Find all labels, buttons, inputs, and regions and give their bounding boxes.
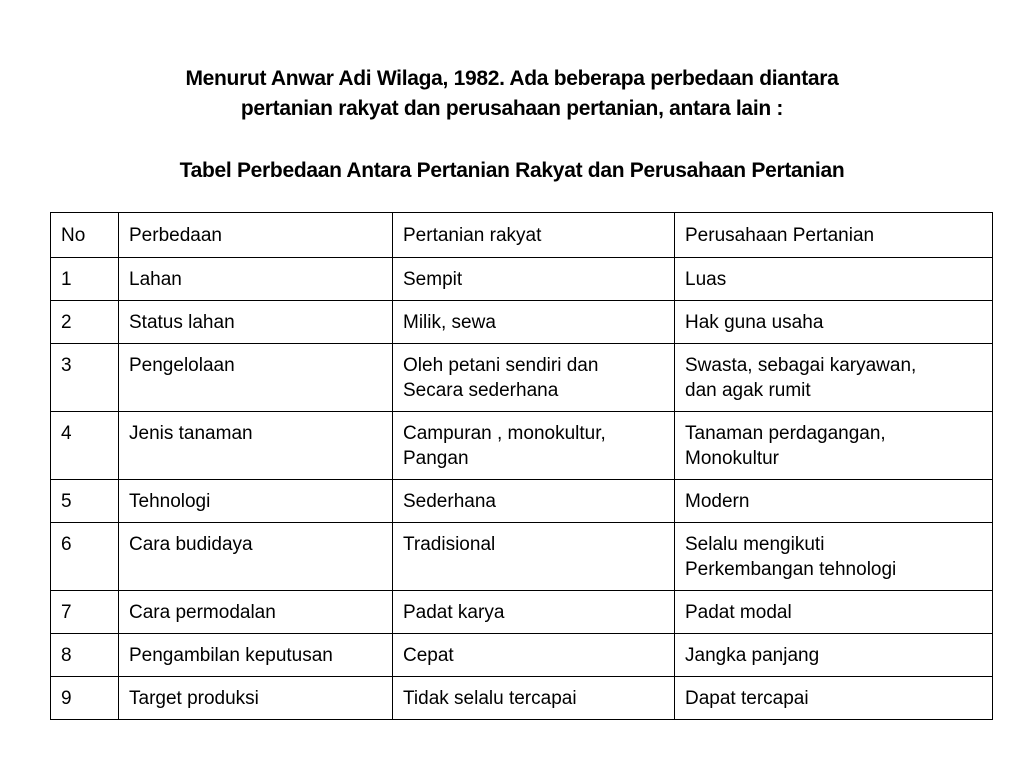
cell-perusahaan-pertanian bbox=[675, 677, 993, 720]
cell-pertanian-rakyat bbox=[393, 344, 675, 412]
cell-perbedaan: Jenis tanaman bbox=[119, 412, 393, 480]
header-cell-perbedaan: Perbedaan bbox=[119, 213, 393, 258]
cell-no: 5 bbox=[51, 480, 119, 523]
cell-line: Tanaman perdagangan, bbox=[685, 423, 886, 444]
intro-text bbox=[0, 64, 1024, 124]
cell-perbedaan: Cara budidaya bbox=[119, 523, 393, 591]
table-row bbox=[51, 412, 993, 480]
cell-no: 6 bbox=[51, 523, 119, 591]
cell-line: Pangan bbox=[403, 448, 469, 469]
table-row bbox=[51, 523, 993, 591]
header-cell-no: No bbox=[51, 213, 119, 258]
cell-pertanian-rakyat bbox=[393, 258, 675, 301]
cell-line: Cepat bbox=[403, 645, 454, 666]
cell-perusahaan-pertanian bbox=[675, 480, 993, 523]
cell-line: Selalu mengikuti bbox=[685, 534, 825, 555]
cell-line: Oleh petani sendiri dan bbox=[403, 355, 599, 376]
cell-perusahaan-pertanian bbox=[675, 523, 993, 591]
cell-line: Sempit bbox=[403, 269, 463, 290]
cell-line: Sederhana bbox=[403, 491, 496, 512]
table-row bbox=[51, 301, 993, 344]
cell-line: Hak guna usaha bbox=[685, 312, 824, 333]
cell-perusahaan-pertanian bbox=[675, 591, 993, 634]
table-row bbox=[51, 634, 993, 677]
cell-no: 8 bbox=[51, 634, 119, 677]
cell-line: Padat karya bbox=[403, 602, 505, 623]
cell-no: 2 bbox=[51, 301, 119, 344]
cell-perbedaan: Status lahan bbox=[119, 301, 393, 344]
cell-line: Secara sederhana bbox=[403, 380, 559, 401]
intro-line-1: Menurut Anwar Adi Wilaga, 1982. Ada beberapa perbedaan diantara bbox=[185, 67, 839, 90]
table-row bbox=[51, 344, 993, 412]
cell-line: Padat modal bbox=[685, 602, 792, 623]
cell-pertanian-rakyat bbox=[393, 480, 675, 523]
cell-line: Milik, sewa bbox=[403, 312, 496, 333]
cell-pertanian-rakyat bbox=[393, 301, 675, 344]
cell-pertanian-rakyat bbox=[393, 523, 675, 591]
table-row bbox=[51, 480, 993, 523]
cell-no: 1 bbox=[51, 258, 119, 301]
cell-line: Tradisional bbox=[403, 534, 496, 555]
cell-line: Swasta, sebagai karyawan, bbox=[685, 355, 917, 376]
table-row bbox=[51, 591, 993, 634]
cell-pertanian-rakyat bbox=[393, 591, 675, 634]
cell-pertanian-rakyat bbox=[393, 634, 675, 677]
cell-no: 9 bbox=[51, 677, 119, 720]
cell-perbedaan: Pengelolaan bbox=[119, 344, 393, 412]
cell-line: Jangka panjang bbox=[685, 645, 820, 666]
cell-no: 3 bbox=[51, 344, 119, 412]
cell-line: Tidak selalu tercapai bbox=[403, 688, 577, 709]
cell-pertanian-rakyat bbox=[393, 412, 675, 480]
cell-pertanian-rakyat bbox=[393, 677, 675, 720]
cell-line: Perkembangan tehnologi bbox=[685, 559, 897, 580]
cell-perbedaan: Tehnologi bbox=[119, 480, 393, 523]
comparison-table bbox=[50, 212, 993, 720]
header-cell-perusahaan-pertanian: Perusahaan Pertanian bbox=[675, 213, 993, 258]
cell-line: Luas bbox=[685, 269, 727, 290]
cell-perusahaan-pertanian bbox=[675, 344, 993, 412]
cell-perusahaan-pertanian bbox=[675, 258, 993, 301]
cell-perusahaan-pertanian bbox=[675, 301, 993, 344]
cell-no: 7 bbox=[51, 591, 119, 634]
cell-line: Modern bbox=[685, 491, 750, 512]
cell-perbedaan: Pengambilan keputusan bbox=[119, 634, 393, 677]
table-row bbox=[51, 258, 993, 301]
table-header-row bbox=[51, 213, 993, 258]
cell-perusahaan-pertanian bbox=[675, 412, 993, 480]
cell-perbedaan: Cara permodalan bbox=[119, 591, 393, 634]
cell-line: dan agak rumit bbox=[685, 380, 811, 401]
table-row bbox=[51, 677, 993, 720]
header-cell-pertanian-rakyat: Pertanian rakyat bbox=[393, 213, 675, 258]
cell-line: Dapat tercapai bbox=[685, 688, 809, 709]
cell-no: 4 bbox=[51, 412, 119, 480]
table-title: Tabel Perbedaan Antara Pertanian Rakyat dan Perusahaan Pertanian bbox=[179, 159, 845, 182]
cell-line: Campuran , monokultur, bbox=[403, 423, 606, 444]
cell-perusahaan-pertanian bbox=[675, 634, 993, 677]
intro-line-2: pertanian rakyat dan perusahaan pertanian, antara lain : bbox=[240, 97, 784, 120]
cell-perbedaan: Lahan bbox=[119, 258, 393, 301]
cell-perbedaan: Target produksi bbox=[119, 677, 393, 720]
cell-line: Monokultur bbox=[685, 448, 779, 469]
